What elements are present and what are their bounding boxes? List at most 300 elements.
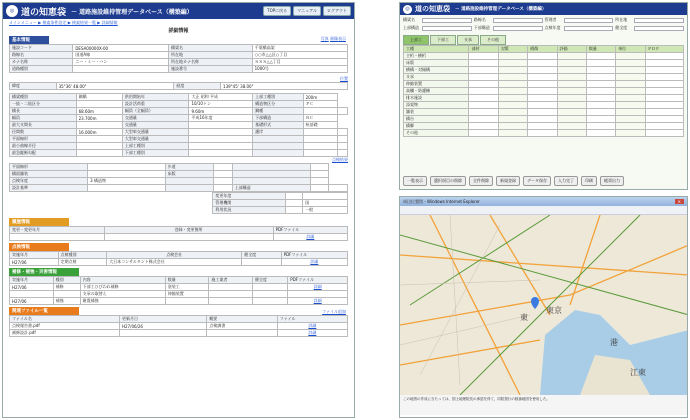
grid-cell: 伸縮装置 xyxy=(404,81,469,88)
grid-input[interactable] xyxy=(498,130,527,137)
action-button[interactable]: 一覧表示 xyxy=(403,176,427,186)
action-button[interactable]: 新規登録 xyxy=(496,176,520,186)
form-field xyxy=(615,25,684,31)
grid-header: 数量 xyxy=(586,46,615,53)
action-button[interactable]: 全件削除 xyxy=(469,176,493,186)
tab-1[interactable]: 下部工 xyxy=(430,35,456,45)
grid-input[interactable] xyxy=(557,130,586,137)
grid-input[interactable] xyxy=(528,109,557,116)
grid-input[interactable] xyxy=(586,67,615,74)
spec-cell: 大型車交通量 xyxy=(122,129,189,136)
repair-cell: 支承の取替え xyxy=(80,291,165,298)
tab-0[interactable]: 上部工 xyxy=(403,35,429,45)
map-canvas[interactable] xyxy=(400,215,688,395)
extra-cell: 国 xyxy=(303,200,348,207)
spec-cell xyxy=(189,122,253,129)
grid-row xyxy=(404,81,684,88)
action-button[interactable]: 入力完了 xyxy=(554,176,578,186)
grid-input[interactable] xyxy=(498,74,527,81)
spec-cell: 基礎形式 xyxy=(253,122,303,129)
misc-row xyxy=(10,185,348,192)
logout-button[interactable]: ログアウト xyxy=(323,6,351,16)
grid-input[interactable] xyxy=(469,60,498,67)
change-cell xyxy=(104,234,273,241)
spec-cell: 設計活荷重 xyxy=(122,101,189,108)
form-input[interactable] xyxy=(422,26,472,31)
spec-cell xyxy=(303,150,337,157)
misc-cell xyxy=(214,178,233,185)
basic-cell: 施設番号 xyxy=(169,66,253,73)
grid-input[interactable] xyxy=(528,130,557,137)
grid-input[interactable] xyxy=(557,88,586,95)
grid-row xyxy=(404,53,684,60)
extra-cell xyxy=(285,207,302,214)
grid-input[interactable] xyxy=(586,95,615,102)
grid-input[interactable] xyxy=(557,116,586,123)
grid-input[interactable] xyxy=(586,123,615,130)
repair-header: 健全度 xyxy=(252,277,287,284)
spec-cell: 最小曲線半径 xyxy=(10,143,77,150)
spec-row xyxy=(10,94,348,101)
misc-cell xyxy=(214,171,233,178)
grid-input[interactable] xyxy=(469,102,498,109)
basic-cell: DESA00000X-00 xyxy=(73,45,169,52)
grid-input[interactable] xyxy=(616,109,645,116)
form-field xyxy=(545,25,614,31)
grid-input[interactable] xyxy=(616,81,645,88)
grid-input[interactable] xyxy=(616,95,645,102)
form-input[interactable] xyxy=(564,26,614,31)
extra-cell: 一般 xyxy=(303,207,348,214)
grid-input[interactable] xyxy=(528,116,557,123)
spec-cell xyxy=(76,101,122,108)
misc-cell xyxy=(88,171,166,178)
grid-header: 単位 xyxy=(616,46,645,53)
grid-input[interactable] xyxy=(557,81,586,88)
form-label: 健全度 xyxy=(615,25,628,30)
grid-input[interactable] xyxy=(616,102,645,109)
tr-app-subtitle: － 道路施設維持管理データベース（構築編） xyxy=(455,7,547,12)
form-input[interactable] xyxy=(493,18,543,23)
coord-table xyxy=(9,82,348,90)
grid-cell: 横構・対傾構 xyxy=(404,67,469,74)
grid-input[interactable] xyxy=(528,123,557,130)
grid-input[interactable] xyxy=(645,74,683,81)
grid-header: 工種 xyxy=(404,46,469,53)
basic-section-title: 基本情報 xyxy=(9,36,49,44)
grid-input[interactable] xyxy=(645,95,683,102)
extra-cell: 管理機関 xyxy=(213,200,285,207)
spec-cell: 供用開始年 xyxy=(122,94,189,101)
grid-input[interactable] xyxy=(528,102,557,109)
grid-input[interactable] xyxy=(469,123,498,130)
coord-label: 経度 xyxy=(174,83,221,90)
spec-cell xyxy=(189,150,253,157)
file-header: ファイル名 xyxy=(10,316,120,323)
tab-2[interactable]: 支承 xyxy=(457,35,479,45)
grid-input[interactable] xyxy=(586,53,615,60)
misc-cell xyxy=(310,171,329,178)
misc-cell xyxy=(232,178,310,185)
grid-input[interactable] xyxy=(557,60,586,67)
grid-input[interactable] xyxy=(616,74,645,81)
spec-row xyxy=(10,136,348,143)
grid-input[interactable] xyxy=(528,74,557,81)
grid-input[interactable] xyxy=(469,88,498,95)
logo-icon: ◎ xyxy=(6,5,18,17)
grid-row xyxy=(404,130,684,137)
misc-cell: 3 構造物 xyxy=(88,178,166,185)
grid-input[interactable] xyxy=(616,60,645,67)
grid-input[interactable] xyxy=(586,109,615,116)
grid-input[interactable] xyxy=(645,102,683,109)
misc-cell xyxy=(232,171,310,178)
file-row xyxy=(10,330,348,337)
misc-row xyxy=(10,178,348,185)
tr-header xyxy=(400,3,687,15)
extra-cell xyxy=(285,193,302,200)
grid-input[interactable] xyxy=(645,60,683,67)
spec-cell xyxy=(253,143,303,150)
file-cell xyxy=(277,323,347,330)
inspect-header: 健全度 xyxy=(242,252,281,259)
repair-cell: 塗装工 xyxy=(165,284,209,291)
grid-input[interactable] xyxy=(645,123,683,130)
grid-input[interactable] xyxy=(557,102,586,109)
breadcrumb[interactable]: メインメニュー ▶ 検索条件設定 ▶ 検索結果一覧 ▶ 詳細情報 xyxy=(9,20,118,25)
misc-row xyxy=(10,171,348,178)
grid-input[interactable] xyxy=(528,81,557,88)
repair-header-row xyxy=(10,277,348,284)
action-button[interactable]: 選択項目の削除 xyxy=(430,176,466,186)
grid-header: 対策 xyxy=(498,46,527,53)
change-table xyxy=(9,226,348,241)
repair-cell xyxy=(288,291,348,298)
repair-cell: 補修 xyxy=(53,284,80,291)
grid-cell: 床版 xyxy=(404,60,469,67)
image-link[interactable]: 画像表示 xyxy=(330,36,346,41)
grid-cell: 舗装 xyxy=(404,109,469,116)
grid-input[interactable] xyxy=(498,60,527,67)
page-title: 詳細情報 xyxy=(168,28,189,34)
grid-row xyxy=(404,60,684,67)
map-label: 東 xyxy=(520,313,528,322)
basic-cell: 施設コード xyxy=(10,45,73,52)
grid-input[interactable] xyxy=(616,116,645,123)
spec-cell: 最急縦断勾配 xyxy=(10,150,77,157)
spec-cell: 橋梁種別 xyxy=(10,94,77,101)
grid-input[interactable] xyxy=(498,53,527,60)
basic-cell: 国道A線 xyxy=(73,52,169,59)
grid-input[interactable] xyxy=(528,60,557,67)
map-window xyxy=(399,196,688,418)
action-button[interactable]: データ保存 xyxy=(523,176,551,186)
spec-cell: 大正 昭和 平成 xyxy=(189,94,253,101)
misc-cell xyxy=(214,164,233,171)
change-detail-link[interactable]: 詳細 xyxy=(306,234,315,239)
spec-cell xyxy=(337,143,347,150)
grid-input[interactable] xyxy=(498,116,527,123)
tr-grid xyxy=(403,45,684,137)
grid-input[interactable] xyxy=(469,53,498,60)
map-label: 江東 xyxy=(630,368,646,377)
file-header: 更新月日 xyxy=(120,316,207,323)
inspect-header: 点検会社 xyxy=(107,252,242,259)
inspect-cell: 大日本コンサルタント株式会社 xyxy=(107,259,242,266)
basic-cell: ○○市△△区○丁目 xyxy=(252,52,347,59)
inspect-detail-link[interactable]: 詳細 xyxy=(310,259,319,264)
misc-cell xyxy=(310,164,329,171)
spec-cell: 下部工種別 xyxy=(122,150,189,157)
form-field xyxy=(403,17,472,23)
spec-cell: ＲＣ xyxy=(303,115,337,122)
form-label: 所在地 xyxy=(615,17,628,22)
repair-cell: 伸縮装置 xyxy=(165,291,209,298)
grid-input[interactable] xyxy=(586,81,615,88)
form-input[interactable] xyxy=(564,18,614,23)
repair-header: 実施年月 xyxy=(10,277,54,284)
grid-input[interactable] xyxy=(498,109,527,116)
repair-row xyxy=(10,291,348,298)
spec-cell xyxy=(303,143,337,150)
tr-app-title: 道の知恵袋 xyxy=(415,5,450,13)
basic-table xyxy=(9,44,348,73)
grid-input[interactable] xyxy=(557,74,586,81)
spec-cell xyxy=(303,129,337,136)
inspect-cell: H27/06 xyxy=(10,259,59,266)
grid-row xyxy=(404,74,684,81)
tr-buttons xyxy=(403,176,627,186)
close-icon[interactable]: ✕ xyxy=(675,199,684,204)
basic-cell: 道路種別 xyxy=(10,66,73,73)
grid-cell: 橋台 xyxy=(404,116,469,123)
misc-cell: 床版 xyxy=(165,171,213,178)
grid-input[interactable] xyxy=(528,67,557,74)
grid-input[interactable] xyxy=(557,53,586,60)
misc-cell xyxy=(329,185,348,192)
spec-cell xyxy=(76,150,122,157)
grid-input[interactable] xyxy=(645,130,683,137)
grid-input[interactable] xyxy=(498,123,527,130)
spec-cell xyxy=(253,150,303,157)
grid-input[interactable] xyxy=(469,130,498,137)
grid-row xyxy=(404,109,684,116)
repair-header: 種別 xyxy=(53,277,80,284)
misc-cell xyxy=(310,178,329,185)
coord-value: 139°45' 38.00" xyxy=(221,83,348,90)
repair-header: PDFファイル xyxy=(288,277,348,284)
input-window xyxy=(399,2,688,190)
repair-cell: H27/06 xyxy=(10,298,54,305)
map-window-title: 周辺位置図 - Windows Internet Explorer xyxy=(403,198,480,204)
grid-input[interactable] xyxy=(645,81,683,88)
repair-detail-link[interactable]: 詳細 xyxy=(313,284,322,289)
grid-input[interactable] xyxy=(557,123,586,130)
basic-cell: 所在地カナ名称 xyxy=(169,59,253,66)
spec-cell: 200m xyxy=(303,94,337,101)
grid-input[interactable] xyxy=(469,81,498,88)
spec-cell: ＰＣ xyxy=(303,101,337,108)
grid-input[interactable] xyxy=(469,95,498,102)
grid-input[interactable] xyxy=(586,102,615,109)
spec-cell xyxy=(76,143,122,150)
grid-input[interactable] xyxy=(498,81,527,88)
spec-cell: 杭基礎 xyxy=(303,122,337,129)
grid-input[interactable] xyxy=(469,109,498,116)
repair-header: 施工業者 xyxy=(209,277,253,284)
change-section-title: 履歴情報 xyxy=(9,218,69,226)
left-header xyxy=(3,3,354,19)
spec-cell: 最大支間長 xyxy=(10,122,77,129)
basic-cell: ニー・ミー・ハン xyxy=(73,59,169,66)
repair-cell xyxy=(252,298,287,305)
grid-input[interactable] xyxy=(645,67,683,74)
coord-value: 35°36' 48.00" xyxy=(56,83,174,90)
location-link[interactable]: 位置 xyxy=(340,76,348,81)
repair-cell: 補強 xyxy=(53,298,80,305)
spec-cell xyxy=(189,143,253,150)
grid-input[interactable] xyxy=(469,116,498,123)
grid-header: 部材 xyxy=(469,46,498,53)
spec-cell: 10/10トン xyxy=(189,101,253,108)
repair-detail-link[interactable]: 詳細 xyxy=(313,298,322,303)
grid-input[interactable] xyxy=(498,102,527,109)
logo-icon: ◎ xyxy=(403,5,412,14)
form-label: 橋梁名 xyxy=(403,17,415,22)
top-button[interactable]: TOPに戻る xyxy=(263,6,291,16)
misc-cell xyxy=(165,185,213,192)
spec-cell xyxy=(253,136,303,143)
misc-cell xyxy=(165,178,213,185)
grid-row xyxy=(404,67,684,74)
change-cell xyxy=(10,234,105,241)
grid-input[interactable] xyxy=(586,74,615,81)
misc-cell: 橋面舗装 xyxy=(10,171,88,178)
grid-input[interactable] xyxy=(498,88,527,95)
file-detail-link[interactable]: 詳細 xyxy=(308,330,317,335)
inspection-result-link[interactable]: 点検結果 xyxy=(332,157,348,162)
spec-cell: 護岸 xyxy=(253,129,303,136)
grid-input[interactable] xyxy=(528,53,557,60)
form-field xyxy=(474,17,543,23)
file-header: ファイル xyxy=(277,316,347,323)
spec-cell: 大型車交通量 xyxy=(122,136,189,143)
basic-cell: ＳＳＳ△△丁目 xyxy=(252,59,347,66)
manual-button[interactable]: マニュアル xyxy=(293,6,321,16)
grid-input[interactable] xyxy=(586,88,615,95)
spec-cell xyxy=(189,129,253,136)
change-header: 登録・変更箇所 xyxy=(104,227,273,234)
tab-3[interactable]: その他 xyxy=(480,35,506,45)
extra-row xyxy=(213,193,348,200)
grid-input[interactable] xyxy=(645,53,683,60)
spec-cell: 9.60m xyxy=(189,108,253,115)
grid-input[interactable] xyxy=(557,95,586,102)
spec-cell xyxy=(76,122,122,129)
spec-cell: 幅員（全幅員） xyxy=(122,108,189,115)
grid-input[interactable] xyxy=(528,95,557,102)
file-row xyxy=(10,323,348,330)
spec-table xyxy=(9,93,348,157)
action-button[interactable]: 印刷 xyxy=(581,176,597,186)
spec-cell xyxy=(337,150,347,157)
grid-input[interactable] xyxy=(616,130,645,137)
spec-cell: 上部工種別 xyxy=(253,94,303,101)
grid-input[interactable] xyxy=(645,116,683,123)
grid-input[interactable] xyxy=(645,109,683,116)
grid-cell: 橋脚 xyxy=(404,123,469,130)
basic-row xyxy=(10,59,348,66)
grid-input[interactable] xyxy=(616,123,645,130)
file-detail-link[interactable]: 詳細 xyxy=(308,323,317,328)
spec-row xyxy=(10,122,348,129)
grid-input[interactable] xyxy=(557,109,586,116)
grid-input[interactable] xyxy=(586,130,615,137)
tr-form xyxy=(400,15,687,33)
misc-cell: 歩道 xyxy=(165,164,213,171)
form-input[interactable] xyxy=(634,18,684,23)
grid-input[interactable] xyxy=(469,67,498,74)
file-cell xyxy=(120,330,207,337)
action-button[interactable]: 帳票出力 xyxy=(600,176,624,186)
grid-cell: 主桁・横桁 xyxy=(404,53,469,60)
extra-cell: 変更年度 xyxy=(213,193,285,200)
basic-cell: 橋梁名 xyxy=(169,45,253,52)
spec-cell xyxy=(337,108,347,115)
grid-input[interactable] xyxy=(616,67,645,74)
grid-input[interactable] xyxy=(616,53,645,60)
photo-link[interactable]: 写真 xyxy=(320,36,329,41)
grid-input[interactable] xyxy=(557,67,586,74)
inspect-section-title: 点検情報 xyxy=(9,243,69,251)
form-input[interactable] xyxy=(422,18,472,23)
grid-input[interactable] xyxy=(586,116,615,123)
grid-input[interactable] xyxy=(616,88,645,95)
form-field xyxy=(615,17,684,23)
misc-table xyxy=(9,163,348,192)
file-add-link[interactable]: ファイル追加 xyxy=(322,309,346,314)
spec-row xyxy=(10,150,348,157)
grid-row xyxy=(404,88,684,95)
basic-cell: 1000号 xyxy=(252,66,347,73)
misc-cell xyxy=(88,164,166,171)
grid-input[interactable] xyxy=(469,74,498,81)
form-input[interactable] xyxy=(493,26,543,31)
spec-cell xyxy=(337,136,347,143)
repair-cell xyxy=(209,298,253,305)
inspect-header: PDFファイル xyxy=(281,252,347,259)
grid-input[interactable] xyxy=(528,88,557,95)
extra-table xyxy=(212,192,348,214)
repair-header: 内容 xyxy=(80,277,165,284)
form-label: 点検年度 xyxy=(544,25,561,30)
spec-cell: 鋼種 xyxy=(253,108,303,115)
inspect-cell xyxy=(242,259,281,266)
grid-cell: 添架物 xyxy=(404,102,469,109)
grid-input[interactable] xyxy=(586,60,615,67)
form-input[interactable] xyxy=(634,26,684,31)
extra-cell xyxy=(303,193,348,200)
inspect-header: 点検種別 xyxy=(58,252,107,259)
spec-cell: 橋長 xyxy=(10,108,77,115)
grid-cell: その他 xyxy=(404,130,469,137)
misc-cell: 上部構造 xyxy=(232,185,310,192)
grid-input[interactable] xyxy=(645,88,683,95)
grid-input[interactable] xyxy=(498,67,527,74)
grid-input[interactable] xyxy=(498,95,527,102)
repair-cell: 耐震補強 xyxy=(80,298,165,305)
spec-cell xyxy=(303,136,337,143)
